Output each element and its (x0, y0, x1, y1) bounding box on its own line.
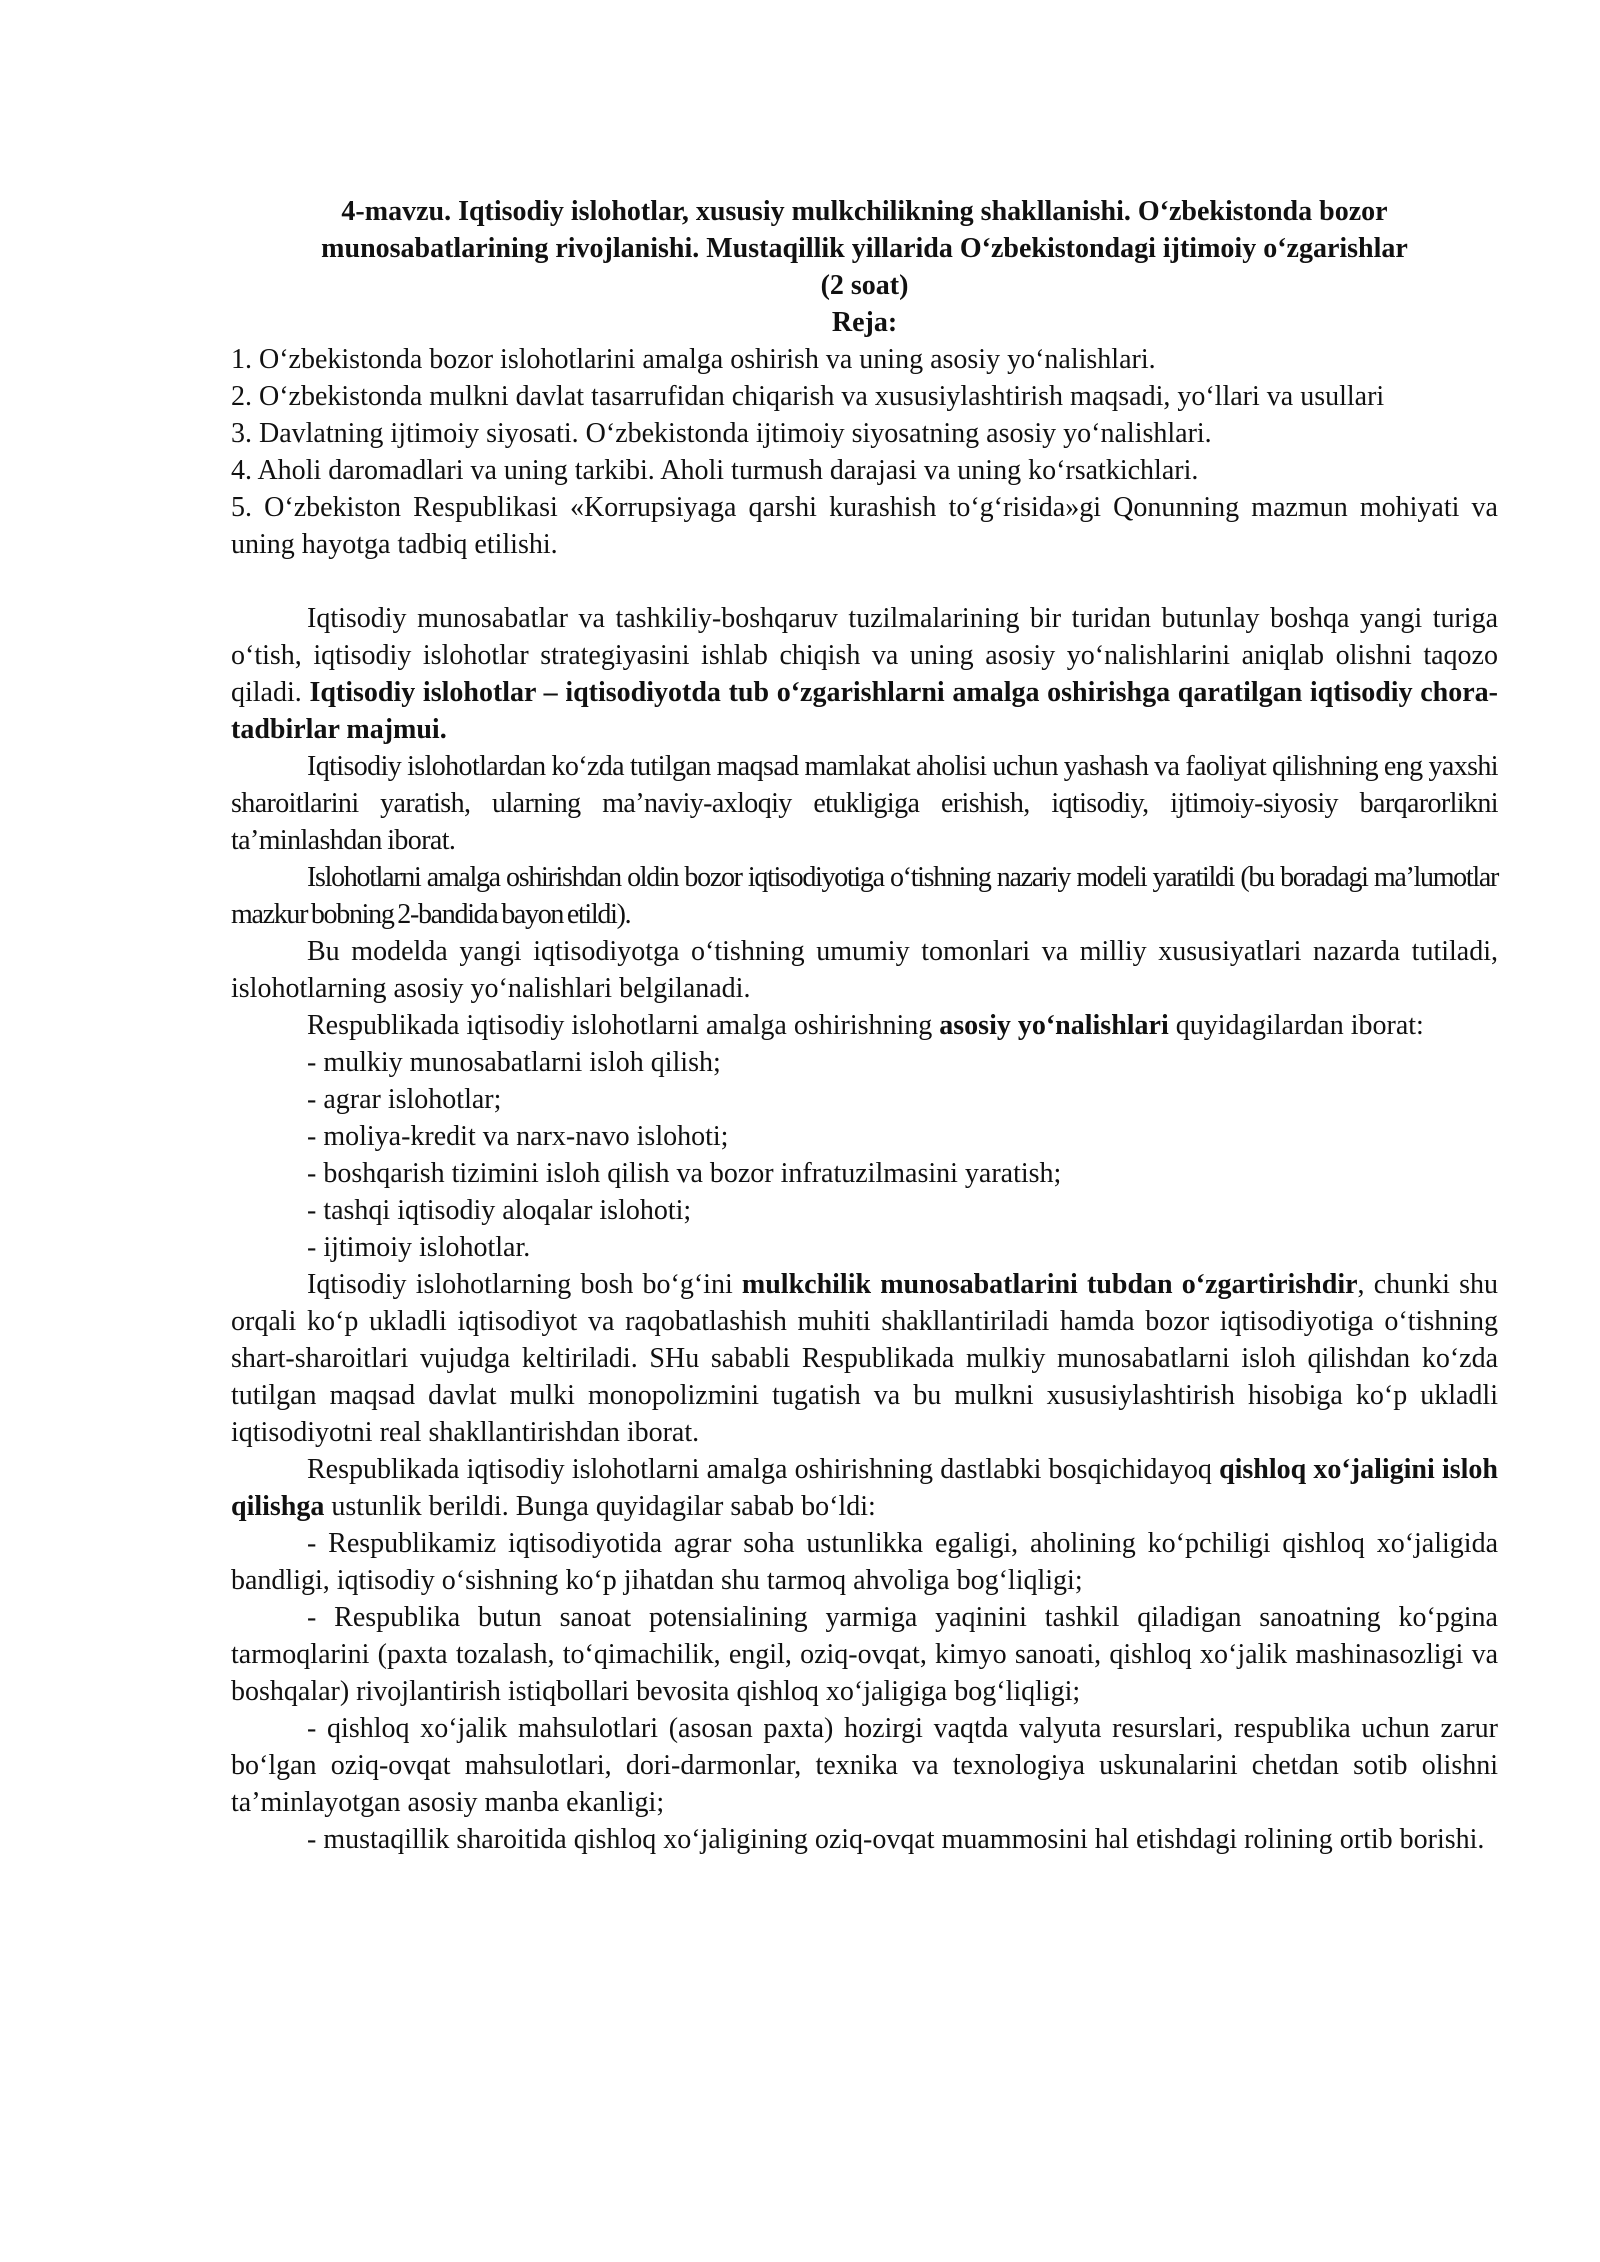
plan-item-2: 2. O‘zbekistonda mulkni davlat tasarrufidan chiqarish va xususiylashtirish maqsadi, yo‘llari va usullari (231, 381, 1385, 412)
paragraph-model-details: Bu modelda yangi iqtisodiyotga o‘tishning umumiy tomonlari va milliy xususiyatlari nazarda tutiladi, islohotlarning asosiy yo‘nalishlari belgilanadi. (231, 936, 1498, 1004)
direction-item-5: - tashqi iqtisodiy aloqalar islohoti; (307, 1195, 692, 1226)
paragraph-directions-start: Respublikada iqtisodiy islohotlarni amalga oshirishning (307, 1010, 940, 1041)
paragraph-ownership-start: Iqtisodiy islohotlarning bosh bo‘g‘ini (307, 1269, 742, 1300)
plan-item-4: 4. Aholi daromadlari va uning tarkibi. Aholi turmush darajasi va uning ko‘rsatkichlari. (231, 455, 1199, 486)
plan-list (231, 341, 1498, 563)
reason-item-1: - Respublikamiz iqtisodiyotida agrar soha ustunlikka egaligi, aholining ko‘pchiligi qishloq xo‘jaligida bandligi, iqtisodiy o‘sishning ko‘p jihatdan shu tarmoq ahvoliga bog‘liqligi; (231, 1528, 1498, 1596)
direction-item-2: - agrar islohotlar; (307, 1084, 502, 1115)
paragraph-model: Islohotlarni amalga oshirishdan oldin bozor iqtisodiyotiga o‘tishning nazariy modeli yaratildi (bu boradagi ma’lumotlar mazkur bobning 2-bandida bayon etildi). (231, 862, 1498, 930)
reason-item-3: - qishloq xo‘jalik mahsulotlari (asosan paxta) hozirgi vaqtda valyuta resurslari, respublika uchun zarur bo‘lgan oziq-ovqat mahsulotlari, dori-darmonlar, texnika va texnologiya uskunalarini chetdan sotib olishni ta’minlayotgan asosiy manba ekanligi; (231, 1713, 1498, 1818)
paragraph-intro (231, 600, 1498, 748)
agriculture-bold: qishloq xo‘jaligini isloh qilishga (231, 1454, 1498, 1522)
direction-item-6: - ijtimoiy islohotlar. (307, 1232, 531, 1263)
plan-heading: Reja: (831, 307, 898, 338)
directions-bold: asosiy yo‘nalishlari (939, 1010, 1169, 1041)
paragraph-directions-end: quyidagilardan iborat: (1168, 1010, 1424, 1041)
paragraph-directions (231, 1007, 1498, 1044)
paragraph-ownership-end: , chunki shu orqali ko‘p ukladli iqtisodiyot va raqobatlashish muhiti shakllantiriladi hamda bozor iqtisodiyotiga o‘tishning shart-sharoitlari vujudga keltiriladi. SHu sababli Respublikada mulkiy munosabatlarni isloh qilishdan ko‘zda tutilgan maqsad davlat mulki monopolizmini tugatish va bu mulkni xususiylashtirish hisobiga ko‘p ukladli iqtisodiyotni real shakllantirishdan iborat. (231, 1269, 1498, 1448)
definition-bold: Iqtisodiy islohotlar – iqtisodiyotda tub o‘zgarishlarni amalga oshirishga qaratilgan iqtisodiy chora-tadbirlar majmui. (231, 677, 1498, 745)
direction-item-4: - boshqarish tizimini isloh qilish va bozor infratuzilmasini yaratish; (307, 1158, 1062, 1189)
topic-title-line-2: munosabatlarining rivojlanishi. Mustaqillik yillarida O‘zbekistondagi ijtimoiy o‘zgarishlar (321, 233, 1408, 264)
paragraph-intro-text: Iqtisodiy munosabatlar va tashkiliy-boshqaruv tuzilmalarining bir turidan butunlay boshqa yangi turiga o‘tish, iqtisodiy islohotlar strategiyasini ishlab chiqish va uning asosiy yo‘nalishlarini aniqlab olishni taqozo qiladi. (231, 603, 1498, 708)
reason-item-4: - mustaqillik sharoitida qishloq xo‘jaligining oziq-ovqat muammosini hal etishdagi rolining ortib borishi. (307, 1824, 1485, 1855)
paragraph-ownership (231, 1266, 1498, 1451)
plan-item-3: 3. Davlatning ijtimoiy siyosati. O‘zbekistonda ijtimoiy siyosatning asosiy yo‘nalishlari. (231, 418, 1212, 449)
section-spacer (231, 563, 1498, 600)
topic-title-line-3: (2 soat) (820, 270, 909, 301)
ownership-bold: mulkchilik munosabatlarini tubdan o‘zgartirishdir (741, 1269, 1358, 1300)
topic-title-line-1: 4-mavzu. Iqtisodiy islohotlar, xususiy mulkchilikning shakllanishi. O‘zbekistonda bozor (341, 196, 1388, 227)
plan-item-5: 5. O‘zbekiston Respublikasi «Korrupsiyaga qarshi kurashish to‘g‘risida»gi Qonunning mazmun mohiyati va uning hayotga tadbiq etilishi. (231, 492, 1498, 560)
paragraph-goal: Iqtisodiy islohotlardan ko‘zda tutilgan maqsad mamlakat aholisi uchun yashash va faoliyat qilishning eng yaxshi sharoitlarini yaratish, ularning ma’naviy-axloqiy etukligiga erishish, iqtisodiy, ijtimoiy-siyosiy barqarorlikni ta’minlashdan iborat. (231, 751, 1498, 856)
direction-item-1: - mulkiy munosabatlarni isloh qilish; (307, 1047, 721, 1078)
paragraph-agriculture-start: Respublikada iqtisodiy islohotlarni amalga oshirishning dastlabki bosqichidayoq (307, 1454, 1220, 1485)
topic-title (231, 193, 1498, 304)
plan-item-1: 1. O‘zbekistonda bozor islohotlarini amalga oshirish va uning asosiy yo‘nalishlari. (231, 344, 1156, 375)
reason-item-2: - Respublika butun sanoat potensialining yarmiga yaqinini tashkil qiladigan sanoatning ko‘pgina tarmoqlarini (paxta tozalash, to‘qimachilik, engil, oziq-ovqat, kimyo sanoati, qishloq xo‘jalik mashinasozligi va boshqalar) rivojlantirish istiqbollari bevosita qishloq xo‘jaligiga bog‘liqligi; (231, 1602, 1498, 1707)
paragraph-agriculture (231, 1451, 1498, 1525)
paragraph-agriculture-end: ustunlik berildi. Bunga quyidagilar sabab bo‘ldi: (324, 1491, 876, 1522)
directions-list (231, 1044, 1498, 1266)
document-content (231, 193, 1498, 1858)
direction-item-3: - moliya-kredit va narx-navo islohoti; (307, 1121, 729, 1152)
